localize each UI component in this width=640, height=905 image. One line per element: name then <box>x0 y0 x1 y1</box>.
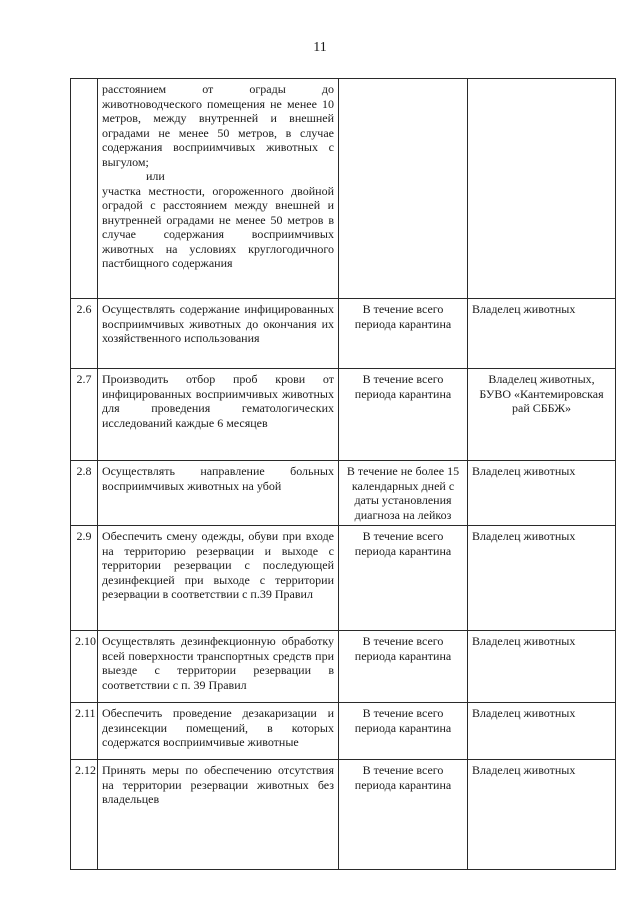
row-number: 2.8 <box>71 461 98 526</box>
table-row <box>71 369 616 461</box>
row-responsible: Владелец животных <box>468 461 616 526</box>
table-row <box>71 526 616 631</box>
row-term: В течение всего периода карантина <box>339 631 468 703</box>
row-number: 2.10 <box>71 631 98 703</box>
row-responsible: Владелец животных <box>468 703 616 760</box>
table-row <box>71 631 616 703</box>
row-term: В течение всего периода карантина <box>339 703 468 760</box>
row-number <box>71 79 98 299</box>
action-line: расстоянием от ограды до животноводческого помещения не менее 10 метров, между внутренней и внешней оградами не менее 50 метров, в случае содержания восприимчивых животных с выгулом; <box>102 82 334 169</box>
row-responsible <box>468 79 616 299</box>
row-action: Обеспечить смену одежды, обуви при входе на территорию резервации и выходе с территории резервации с последующей дезинфекцией при выходе с территории резервации в соответствии с п.39 Правил <box>98 526 339 631</box>
row-number: 2.7 <box>71 369 98 461</box>
action-line: или <box>146 169 165 183</box>
quarantine-measures-table <box>70 78 616 870</box>
row-number: 2.6 <box>71 299 98 369</box>
row-term: В течение всего периода карантина <box>339 369 468 461</box>
table-row <box>71 760 616 870</box>
row-term: В течение всего периода карантина <box>339 299 468 369</box>
row-action: Обеспечить проведение дезакаризации и дезинсекции помещений, в которых содержатся восприимчивые животные <box>98 703 339 760</box>
row-action: Производить отбор проб крови от инфицированных восприимчивых животных для проведения гематологических исследований каждые 6 месяцев <box>98 369 339 461</box>
table-row <box>71 299 616 369</box>
row-number: 2.9 <box>71 526 98 631</box>
row-action <box>98 79 339 299</box>
row-action: Осуществлять дезинфекционную обработку всей поверхности транспортных средств при выезде с территории резервации в соответствии с п. 39 Правил <box>98 631 339 703</box>
row-responsible: Владелец животных <box>468 760 616 870</box>
row-action: Осуществлять направление больных восприимчивых животных на убой <box>98 461 339 526</box>
table-row <box>71 461 616 526</box>
row-number: 2.12 <box>71 760 98 870</box>
row-term: В течение всего периода карантина <box>339 760 468 870</box>
row-term: В течение не более 15 календарных дней с даты установления диагноза на лейкоз <box>339 461 468 526</box>
row-action: Осуществлять содержание инфицированных восприимчивых животных до окончания их хозяйственного использования <box>98 299 339 369</box>
page-number: 11 <box>313 40 327 55</box>
row-term: В течение всего периода карантина <box>339 526 468 631</box>
table-row <box>71 703 616 760</box>
row-term <box>339 79 468 299</box>
action-line: участка местности, огороженного двойной оградой с расстоянием между внешней и внутренней оградами не менее 50 метров в случае содержания восприимчивых животных на условиях круглогодичного пастбищного содержания <box>102 183 334 270</box>
row-responsible: Владелец животных, БУВО «Кантемировская рай СББЖ» <box>468 369 616 461</box>
row-responsible: Владелец животных <box>468 526 616 631</box>
row-action: Принять меры по обеспечению отсутствия на территории резервации животных без владельцев <box>98 760 339 870</box>
row-number: 2.11 <box>71 703 98 760</box>
table-row <box>71 79 616 299</box>
row-responsible: Владелец животных <box>468 299 616 369</box>
row-responsible: Владелец животных <box>468 631 616 703</box>
